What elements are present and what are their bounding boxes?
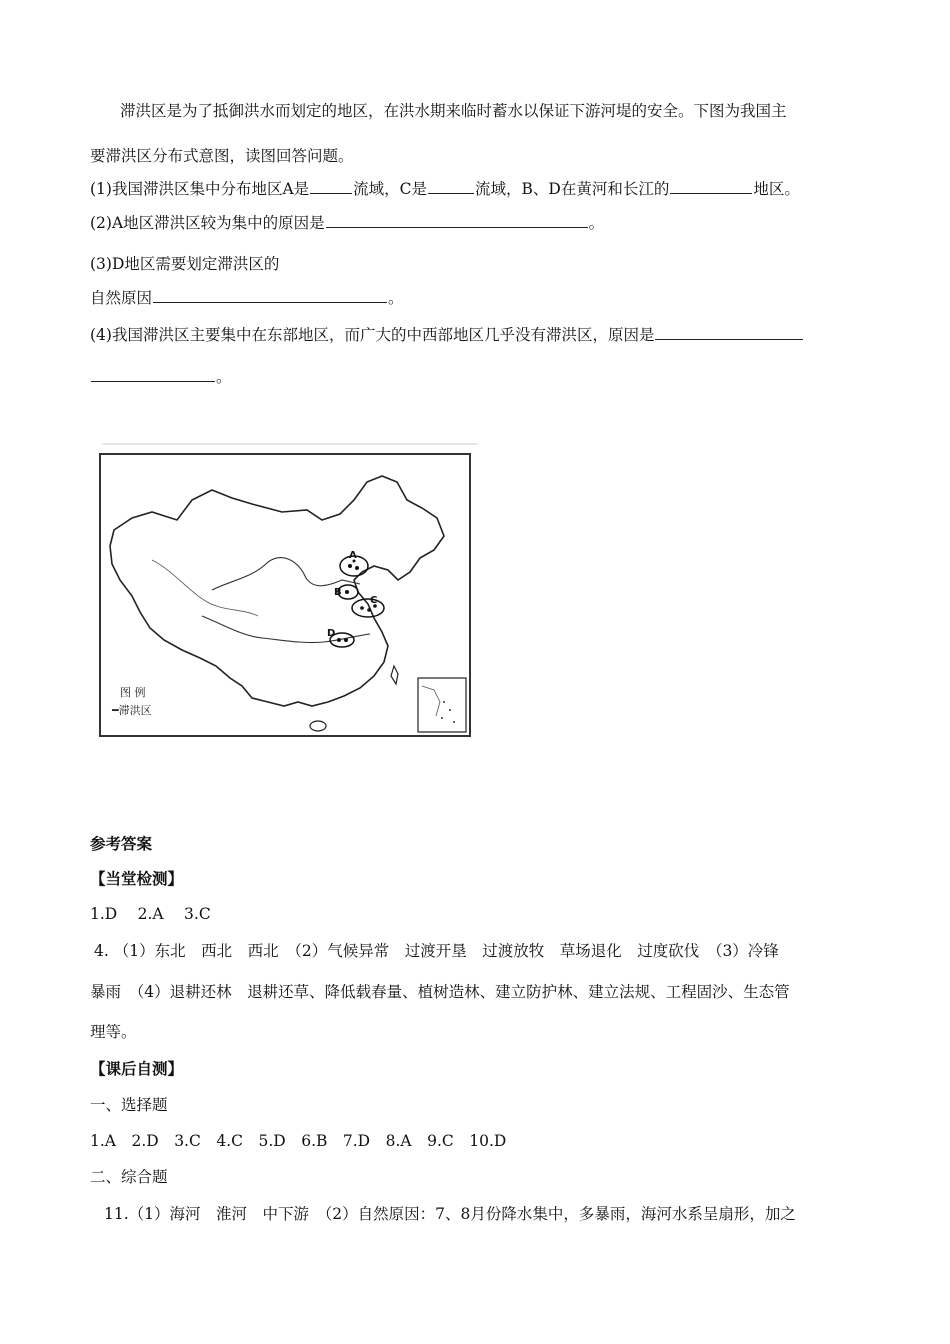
question-1 xyxy=(90,178,800,200)
map-label-d: D xyxy=(327,628,336,639)
intro-line-2: 要滞洪区分布式意图，读图回答问题。 xyxy=(90,147,354,165)
q2-end: 。 xyxy=(588,214,605,232)
q1-blank-bd[interactable] xyxy=(670,178,752,194)
legend-title: 图 例 xyxy=(120,686,146,699)
question-2 xyxy=(90,212,604,234)
answers-s2-line-2: 11.（1）海河 淮河 中下游 （2）自然原因：7、8月份降水集中，多暴雨，海河水系呈扇形，加之 xyxy=(104,1205,796,1223)
q4-blank-1[interactable] xyxy=(655,324,803,340)
flood-zone-map xyxy=(92,440,478,740)
question-4-line-1 xyxy=(90,324,804,346)
answers-s1-line-4: 理等。 xyxy=(90,1023,137,1041)
q4-text: (4)我国滞洪区主要集中在东部地区，而广大的中西部地区几乎没有滞洪区，原因是 xyxy=(90,326,655,344)
q1-text-c: 流域，B、D在黄河和长江的 xyxy=(475,180,670,198)
q1-blank-c[interactable] xyxy=(428,178,474,194)
q4-end: 。 xyxy=(216,368,232,386)
answers-s2-sub-2: 二、综合题 xyxy=(90,1168,168,1186)
intro-line-1: 滞洪区是为了抵御洪水而划定的地区，在洪水期来临时蓄水以保证下游河堤的安全。下图为我国主 xyxy=(120,102,787,120)
q3-text: 自然原因 xyxy=(90,289,153,307)
map-label-a: A xyxy=(349,550,357,561)
question-3-line-2 xyxy=(90,287,404,309)
q2-text: (2)A地区滞洪区较为集中的原因是 xyxy=(90,214,325,232)
south-china-sea-inset xyxy=(418,678,466,732)
question-3-line-1: (3)D地区需要划定滞洪区的 xyxy=(90,255,280,273)
answers-title: 参考答案 xyxy=(90,834,153,853)
map-label-b: B xyxy=(334,587,342,598)
q4-blank-2[interactable] xyxy=(91,366,215,382)
q1-text-d: 地区。 xyxy=(753,180,800,198)
q1-blank-a[interactable] xyxy=(310,178,352,194)
q1-text-a: (1)我国滞洪区集中分布地区A是 xyxy=(90,180,310,198)
answers-s2-sub-1: 一、选择题 xyxy=(90,1096,168,1114)
q1-text-b: 流域，C是 xyxy=(353,180,428,198)
answers-section-1: 【当堂检测】 xyxy=(90,869,184,888)
map-label-c: C xyxy=(370,595,378,606)
answers-s2-line-1: 1.A 2.D 3.C 4.C 5.D 6.B 7.D 8.A 9.C 10.D xyxy=(90,1132,507,1150)
answers-section-2: 【课后自测】 xyxy=(90,1059,184,1078)
q2-blank[interactable] xyxy=(326,212,588,228)
q3-blank[interactable] xyxy=(153,287,387,303)
answers-s1-line-1: 1.D 2.A 3.C xyxy=(90,905,211,923)
map-frame xyxy=(100,454,470,736)
answers-s1-line-2: 4. （1）东北 西北 西北 （2）气候异常 过渡开垦 过渡放牧 草场退化 过度砍伐 （3）冷锋 xyxy=(94,942,779,960)
answers-s1-line-3: 暴雨 （4）退耕还林 退耕还草、降低载春量、植树造林、建立防护林、建立法规、工程固沙、生态管 xyxy=(90,983,790,1001)
question-4-line-2 xyxy=(90,366,232,388)
legend-item: ━滞洪区 xyxy=(112,704,152,717)
q3-end: 。 xyxy=(388,289,404,307)
